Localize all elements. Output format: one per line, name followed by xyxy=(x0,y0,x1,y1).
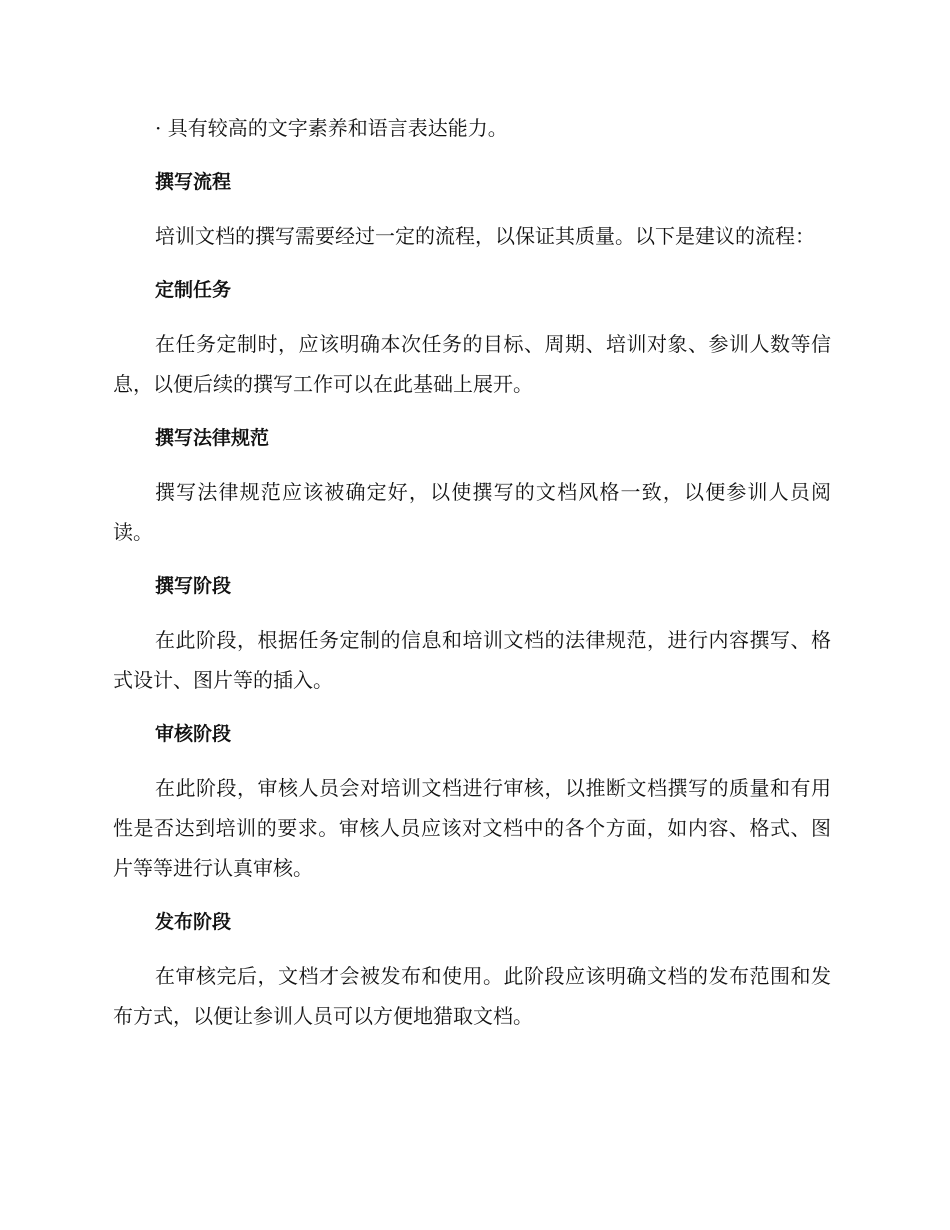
section-heading-writing-process: 撰写流程 xyxy=(155,171,232,193)
document-content xyxy=(113,108,831,1050)
bullet-item: · 具有较高的文字素养和语言表达能力。 xyxy=(155,116,508,140)
section-heading-review-stage: 审核阶段 xyxy=(155,723,232,745)
section-body-publish-stage: 在审核完后，文档才会被发布和使用。此阶段应该明确文档的发布范围和发布方式，以便让参训人员可以方便地猎取文档。 xyxy=(113,964,831,1028)
section-body-review-stage: 在此阶段，审核人员会对培训文档进行审核，以推断文档撰写的质量和有用性是否达到培训的要求。审核人员应该对文档中的各个方面，如内容、格式、图片等等进行认真审核。 xyxy=(113,776,831,880)
section-heading-legal-standards: 撰写法律规范 xyxy=(155,427,270,449)
section-heading-define-task: 定制任务 xyxy=(155,279,232,301)
section-body-define-task: 在任务定制时，应该明确本次任务的目标、周期、培训对象、参训人数等信息，以便后续的撰写工作可以在此基础上展开。 xyxy=(113,332,831,396)
section-body-legal-standards: 撰写法律规范应该被确定好，以使撰写的文档风格一致，以便参训人员阅读。 xyxy=(113,480,831,544)
section-heading-writing-stage: 撰写阶段 xyxy=(155,575,232,597)
section-body-writing-stage: 在此阶段，根据任务定制的信息和培训文档的法律规范，进行内容撰写、格式设计、图片等的插入。 xyxy=(113,628,831,692)
section-body-writing-process: 培训文档的撰写需要经过一定的流程，以保证其质量。以下是建议的流程： xyxy=(155,224,815,248)
section-heading-publish-stage: 发布阶段 xyxy=(155,911,232,933)
